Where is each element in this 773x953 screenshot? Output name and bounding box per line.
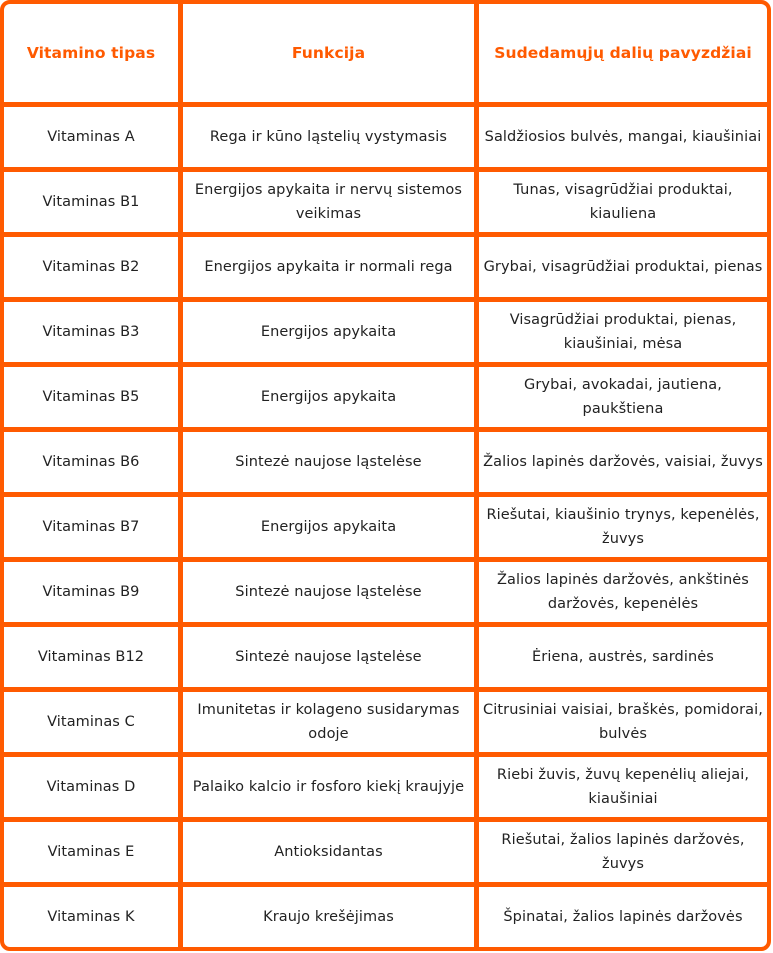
vitamin-type-cell: Vitaminas K bbox=[4, 887, 183, 947]
vitamin-type-cell: Vitaminas D bbox=[4, 757, 183, 822]
vitamin-type-cell: Vitaminas B2 bbox=[4, 237, 183, 302]
table-row bbox=[4, 107, 767, 172]
sources-cell: Grybai, visagrūdžiai produktai, pienas bbox=[479, 237, 767, 302]
function-cell: Rega ir kūno ląstelių vystymasis bbox=[183, 107, 479, 172]
function-cell: Energijos apykaita ir normali rega bbox=[183, 237, 479, 302]
function-cell: Palaiko kalcio ir fosforo kiekį kraujyje bbox=[183, 757, 479, 822]
sources-cell: Riebi žuvis, žuvų kepenėlių aliejai, kiaušiniai bbox=[479, 757, 767, 822]
sources-cell: Visagrūdžiai produktai, pienas, kiaušiniai, mėsa bbox=[479, 302, 767, 367]
sources-cell: Saldžiosios bulvės, mangai, kiaušiniai bbox=[479, 107, 767, 172]
table-row bbox=[4, 432, 767, 497]
sources-cell: Tunas, visagrūdžiai produktai, kiauliena bbox=[479, 172, 767, 237]
vitamin-type-cell: Vitaminas B12 bbox=[4, 627, 183, 692]
table-row bbox=[4, 692, 767, 757]
function-cell: Energijos apykaita bbox=[183, 367, 479, 432]
table-row bbox=[4, 562, 767, 627]
sources-cell: Špinatai, žalios lapinės daržovės bbox=[503, 909, 743, 925]
vitamin-type-cell: Vitaminas A bbox=[4, 107, 183, 172]
header-function: Funkcija bbox=[183, 4, 479, 107]
function-cell: Sintezė naujose ląstelėse bbox=[183, 562, 479, 627]
function-cell: Antioksidantas bbox=[183, 822, 479, 887]
table-row bbox=[4, 172, 767, 237]
vitamin-type-cell: Vitaminas B6 bbox=[4, 432, 183, 497]
function-cell: Sintezė naujose ląstelėse bbox=[183, 432, 479, 497]
table-row bbox=[4, 627, 767, 692]
function-cell: Energijos apykaita ir nervų sistemos veikimas bbox=[183, 172, 479, 237]
vitamin-type-cell: Vitaminas C bbox=[4, 692, 183, 757]
table-row bbox=[4, 822, 767, 887]
table-row bbox=[4, 497, 767, 562]
sources-cell: Riešutai, kiaušinio trynys, kepenėlės, žuvys bbox=[479, 497, 767, 562]
function-cell: Energijos apykaita bbox=[183, 497, 479, 562]
function-cell: Imunitetas ir kolageno susidarymas odoje bbox=[183, 692, 479, 757]
vitamin-type-cell: Vitaminas B1 bbox=[4, 172, 183, 237]
table-row bbox=[4, 757, 767, 822]
table-row bbox=[4, 367, 767, 432]
vitamin-type-cell: Vitaminas B7 bbox=[4, 497, 183, 562]
vitamin-type-cell: Vitaminas B3 bbox=[4, 302, 183, 367]
table-row bbox=[4, 887, 767, 947]
table-row bbox=[4, 237, 767, 302]
vitamin-type-cell: Vitaminas B5 bbox=[4, 367, 183, 432]
sources-cell: Grybai, avokadai, jautiena, paukštiena bbox=[479, 367, 767, 432]
table-row bbox=[4, 302, 767, 367]
sources-cell: Ėriena, austrės, sardinės bbox=[479, 627, 767, 692]
function-cell: Kraujo krešėjimas bbox=[183, 887, 479, 947]
header-source-examples: Sudedamųjų dalių pavyzdžiai bbox=[479, 4, 767, 107]
sources-cell: Citrusiniai vaisiai, braškės, pomidorai, bulvės bbox=[479, 692, 767, 757]
function-cell: Energijos apykaita bbox=[183, 302, 479, 367]
table-header-row bbox=[4, 4, 767, 107]
vitamin-type-cell: Vitaminas E bbox=[4, 822, 183, 887]
sources-cell: Žalios lapinės daržovės, vaisiai, žuvys bbox=[479, 432, 767, 497]
header-vitamin-type: Vitamino tipas bbox=[4, 4, 183, 107]
vitamin-type-cell: Vitaminas B9 bbox=[4, 562, 183, 627]
sources-cell: Žalios lapinės daržovės, ankštinės daržovės, kepenėlės bbox=[479, 562, 767, 627]
function-cell: Sintezė naujose ląstelėse bbox=[183, 627, 479, 692]
sources-cell: Riešutai, žalios lapinės daržovės, žuvys bbox=[479, 822, 767, 887]
